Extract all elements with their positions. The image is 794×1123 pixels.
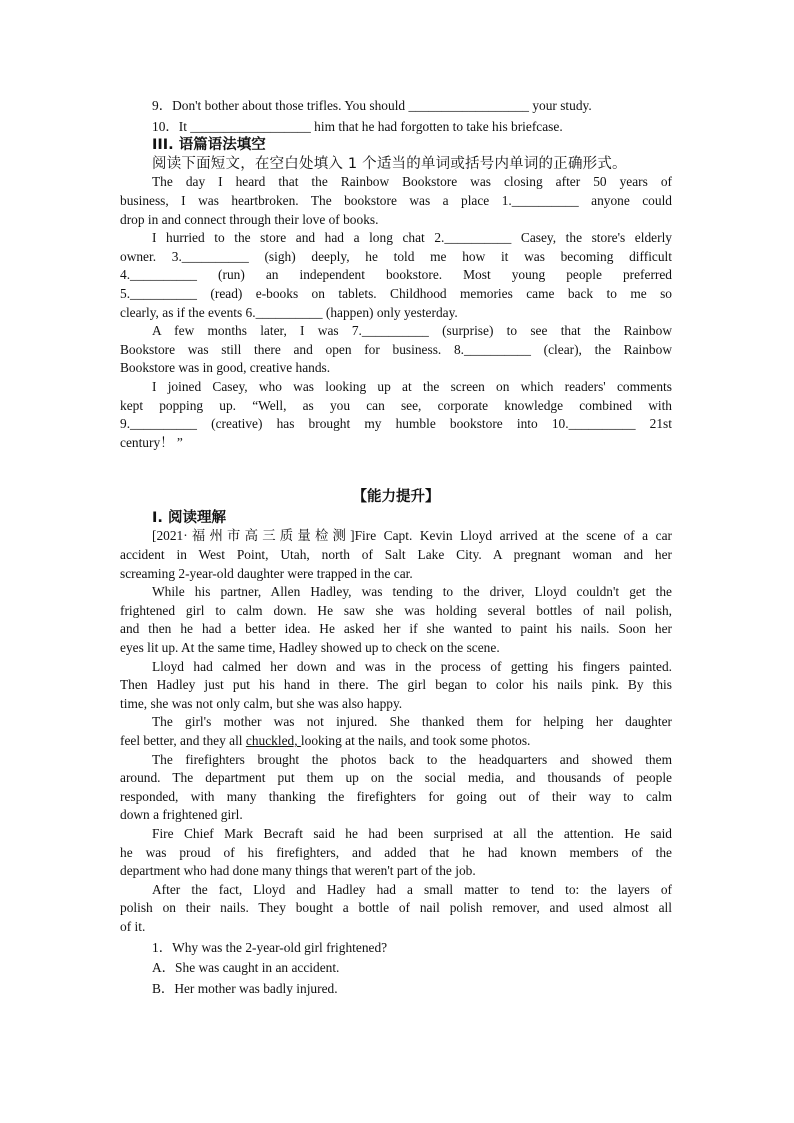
reading-line: time, she was not only calm, but she was also happy. [120,695,403,711]
exercise-item-9: 9．Don't bother about those trifles. You should __________________ your study. [152,98,592,113]
passage-line: I joined Casey, who was looking up at the screen on which readers' comments [152,378,672,394]
instruction-text: 阅读下面短文，在空白处填入 1 个适当的单词或括号内单词的正确形式。 [152,155,627,172]
passage-line: drop in and connect through their love of books. [120,211,379,227]
reading-paragraph-5 [120,751,672,825]
passage-paragraph-4 [120,378,672,452]
reading-line: Then Hadley just put his hand in there. The girl began to color his nails pink. By this [120,677,672,693]
reading-line [120,732,672,751]
reading-line: down a frightened girl. [120,807,243,823]
passage-paragraph-3 [120,322,672,378]
question-1: 1．Why was the 2-year-old girl frightened? [152,939,388,955]
option-a: A．She was caught in an accident. [152,960,340,976]
section-title-ability: 【能力提升】 [352,489,440,506]
text-run: looking at the nails, and took some photos. [300,733,531,748]
reading-paragraph-7 [120,881,672,937]
reading-line: [2021·福州市高三质量检测]Fire Capt. Kevin Lloyd arrived at the scene of a car [152,528,672,544]
passage-paragraph-1 [120,173,672,229]
passage-line: century！ ” [120,434,183,450]
reading-line: he was proud of his firefighters, and added that he had known members of the [120,844,672,860]
reading-line: of it. [120,918,146,934]
document-page [120,97,672,998]
reading-line: screaming 2-year-old daughter were trapped in the car. [120,565,413,581]
reading-line: The girl's mother was not injured. She thanked them for helping her daughter [152,714,672,730]
reading-line: The firefighters brought the photos back to the headquarters and showed them [152,751,672,767]
reading-line: Lloyd had calmed her down and was in the process of getting his fingers painted. [152,658,672,674]
reading-line: polish on their nails. They bought a bottle of nail polish remover, and used almost all [120,900,672,916]
reading-line: While his partner, Allen Hadley, was tending to the driver, Lloyd couldn't get the [152,584,672,600]
section-heading-grammar-fill: III. 语篇语法填空 [152,137,266,154]
reading-paragraph-3 [120,658,672,714]
passage-line: 4.__________ (run) an independent bookstore. Most young people preferred [120,267,672,283]
reading-paragraph-4 [120,713,672,750]
passage-line: A few months later, I was 7.__________ (surprise) to see that the Rainbow [152,323,672,339]
passage-paragraph-2 [120,229,672,322]
text-run: feel better, and they all [120,733,246,748]
reading-paragraph-6 [120,825,672,881]
passage-line: Bookstore was in good, creative hands. [120,360,331,376]
underlined-phrase: chuckled, [245,733,301,748]
reading-line: and then he had a better idea. He asked her if she wanted to paint his nails. Soon her [120,621,672,637]
passage-line: kept popping up. “Well, as you can see, corporate knowledge combined with [120,397,672,413]
passage-line: The day I heard that the Rainbow Bookstore was closing after 50 years of [152,174,672,190]
passage-line: I hurried to the store and had a long chat 2.__________ Casey, the store's elderly [152,230,672,246]
reading-line: department who had done many things that weren't part of the job. [120,863,476,879]
reading-paragraph-1 [120,527,672,583]
passage-line: owner. 3.__________ (sigh) deeply, he told me how it was becoming difficult [120,248,672,264]
reading-line: accident in West Point, Utah, north of Salt Lake City. A pregnant woman and her [120,547,672,563]
passage-line: clearly, as if the events 6.__________ (happen) only yesterday. [120,304,458,320]
reading-line: frightened girl to calm down. He saw she was holding several bottles of nail polish, [120,602,672,618]
reading-line: responded, with many thanking the firefighters for going out of their way to calm [120,788,672,804]
reading-line: around. The department put them up on the social media, and thousands of people [120,770,672,786]
option-b: B．Her mother was badly injured. [152,980,338,996]
passage-line: 9.__________ (creative) has brought my humble bookstore into 10.__________ 21st [120,416,672,432]
section-heading-reading: Ⅰ. 阅读理解 [152,509,226,526]
passage-line: business, I was heartbroken. The bookstore was a place 1.__________ anyone could [120,192,672,208]
passage-line: Bookstore was still there and open for business. 8.__________ (clear), the Rainbow [120,341,672,357]
reading-line: After the fact, Lloyd and Hadley had a small matter to tend to: the layers of [152,881,672,897]
exercise-item-10: 10．It __________________ him that he had forgotten to take his briefcase. [152,118,563,134]
passage-line: 5.__________ (read) e-books on tablets. Childhood memories came back to me so [120,285,672,301]
reading-line: Fire Chief Mark Becraft said he had been surprised at all the attention. He said [152,825,672,841]
reading-line: eyes lit up. At the same time, Hadley showed up to check on the scene. [120,640,500,656]
reading-paragraph-2 [120,583,672,657]
